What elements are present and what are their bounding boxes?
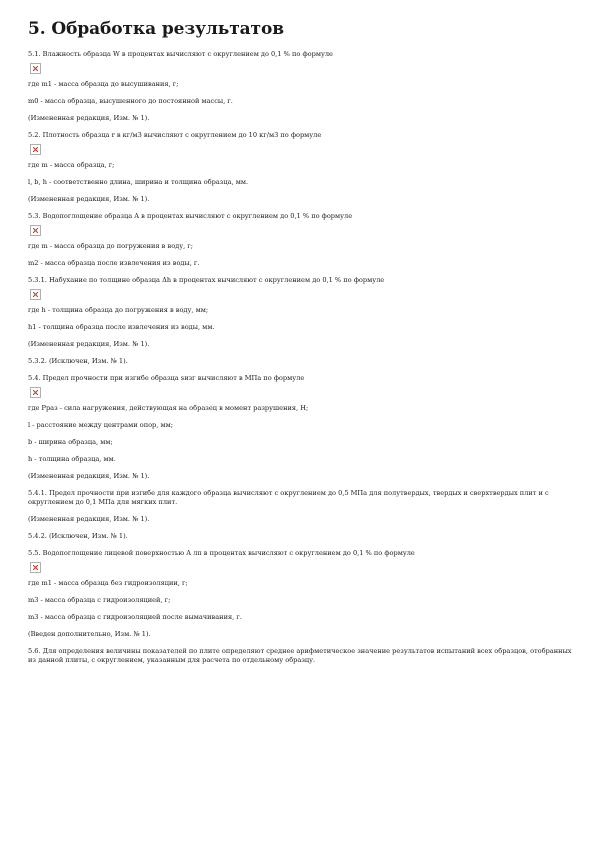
- paragraph-5-2: 5.2. Плотность образца r в кг/м3 вычисляют с округлением до 10 кг/м3 по формуле: [28, 131, 322, 139]
- change-note: (Измененная редакция, Изм. № 1).: [28, 195, 150, 203]
- broken-image-icon: [30, 387, 41, 398]
- paragraph-5-1: 5.1. Влажность образца W в процентах вычисляют с округлением до 0,1 % по формуле: [28, 50, 333, 58]
- paragraph-5-6: 5.6. Для определения величины показателей по плите определяют среднее арифметическое значение результатов испытаний всех образцов, отобранных из данной плиты, с округлением, указанным для расчета по отдельному образцу.: [28, 647, 572, 664]
- paragraph-5-4: 5.4. Предел прочности при изгибе образца sизг вычисляют в МПа по формуле: [28, 374, 305, 382]
- paragraph-5-4-1: 5.4.1. Предел прочности при изгибе для каждого образца вычисляют с округлением до 0,5 МПа для полутвердых, твердых и сверхтвердых плит и с округлением до 0,1 МПа для мягких плит.: [28, 489, 549, 506]
- paragraph-5-3: 5.3. Водопоглощение образца A в процентах вычисляют с округлением до 0,1 % по формуле: [28, 212, 353, 220]
- broken-image-icon: [30, 225, 41, 236]
- paragraph-5-4-2: 5.4.2. (Исключен, Изм. № 1).: [28, 532, 128, 540]
- where-text: h1 - толщина образца после извлечения из воды, мм.: [28, 323, 215, 331]
- where-text: где Pраз - сила нагружения, действующая на образец в момент разрушения, Н;: [28, 404, 309, 412]
- where-text: m3 - масса образца с гидроизоляцией, г;: [28, 596, 171, 604]
- where-text: где m - масса образца, г;: [28, 161, 115, 169]
- broken-image-icon: [30, 289, 41, 300]
- where-text: l, b, h - соответственно длина, ширина и толщина образца, мм.: [28, 178, 249, 186]
- where-text: m2 - масса образца после извлечения из воды, г.: [28, 259, 200, 267]
- change-note: (Измененная редакция, Изм. № 1).: [28, 340, 150, 348]
- where-text: где m - масса образца до погружения в воду, г;: [28, 242, 193, 250]
- paragraph-5-3-2: 5.3.2. (Исключен, Изм. № 1).: [28, 357, 128, 365]
- where-text: m3 - масса образца с гидроизоляцией после вымачивания, г.: [28, 613, 242, 621]
- where-text: где m1 - масса образца без гидроизоляции, г;: [28, 579, 188, 587]
- change-note: (Измененная редакция, Изм. № 1).: [28, 114, 150, 122]
- change-note: (Измененная редакция, Изм. № 1).: [28, 515, 150, 523]
- paragraph-5-3-1: 5.3.1. Набухание по толщине образца Δh в процентах вычисляют с округлением до 0,1 % по формуле: [28, 276, 385, 284]
- page-title: 5. Обработка результатов: [28, 19, 284, 39]
- paragraph-5-5: 5.5. Водопоглощение лицевой поверхностью A лп в процентах вычисляют с округлением до 0,1 % по формуле: [28, 549, 415, 557]
- where-text: l - расстояние между центрами опор, мм;: [28, 421, 173, 429]
- where-text: b - ширина образца, мм;: [28, 438, 113, 446]
- broken-image-icon: [30, 63, 41, 74]
- broken-image-icon: [30, 144, 41, 155]
- change-note: (Введен дополнительно, Изм. № 1).: [28, 630, 151, 638]
- where-text: h - толщина образца, мм.: [28, 455, 116, 463]
- document-page: [28, 18, 574, 665]
- broken-image-icon: [30, 562, 41, 573]
- change-note: (Измененная редакция, Изм. № 1).: [28, 472, 150, 480]
- where-text: где h - толщина образца до погружения в воду, мм;: [28, 306, 209, 314]
- where-text: m0 - масса образца, высушенного до постоянной массы, г.: [28, 97, 233, 105]
- where-text: где m1 - масса образца до высушивания, г;: [28, 80, 179, 88]
